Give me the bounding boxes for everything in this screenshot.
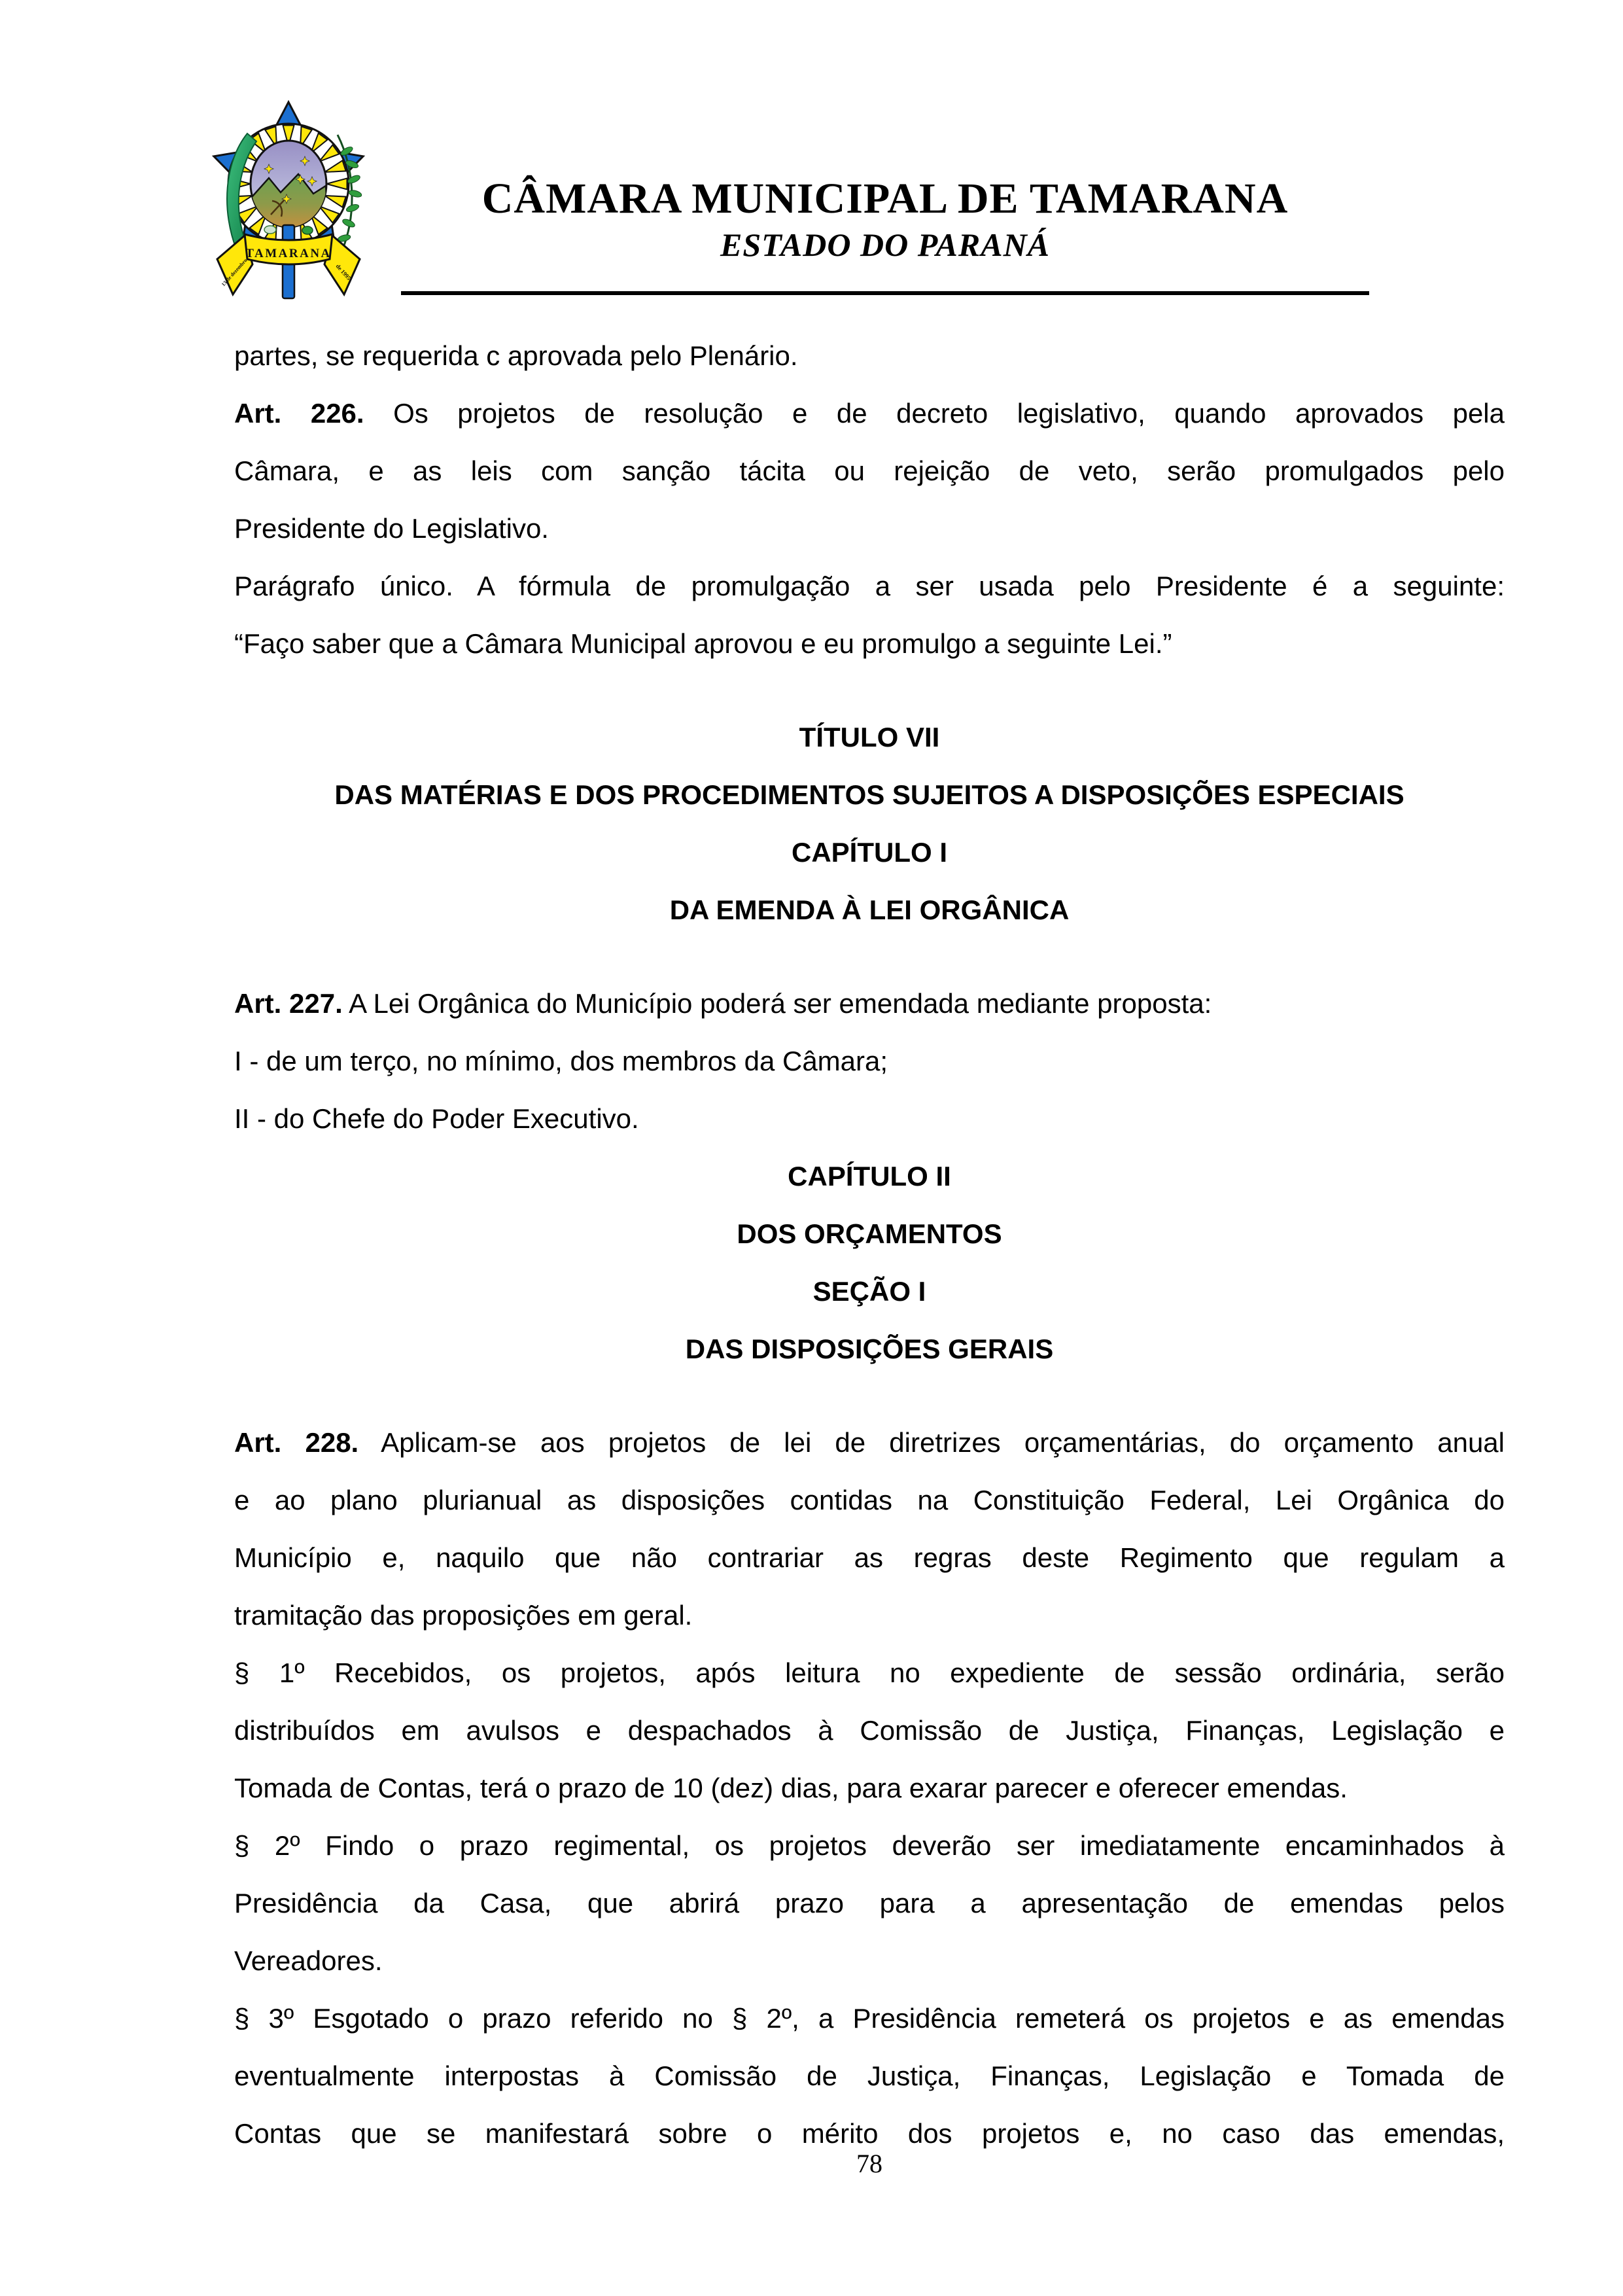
line-text: TÍTULO VII <box>799 722 940 752</box>
line-text: distribuídos em avulsos e despachados à Comissão de Justiça, Finanças, Legislação e <box>234 1715 1505 1746</box>
line-text: I - de um terço, no mínimo, dos membros da Câmara; <box>234 1046 888 1076</box>
line-text: partes, se requerida c aprovada pelo Plenário. <box>234 340 798 371</box>
text-line <box>234 1759 1505 1817</box>
text-line <box>234 1644 1505 1702</box>
line-text: Câmara, e as leis com sanção tácita ou rejeição de veto, serão promulgados pelo <box>234 455 1505 486</box>
banner-date-left: 13 de dezembro <box>220 257 249 288</box>
article-number: Art. 227. <box>234 988 343 1019</box>
text-line <box>234 975 1505 1033</box>
line-text: Presidência da Casa, que abrirá prazo para a apresentação de emendas pelos <box>234 1888 1505 1918</box>
document-body <box>234 327 1505 2163</box>
text-line <box>234 615 1505 673</box>
line-text: § 2º Findo o prazo regimental, os projetos deverão ser imediatamente encaminhados à <box>234 1830 1505 1861</box>
line-text: § 1º Recebidos, os projetos, após leitura no expediente de sessão ordinária, serão <box>234 1657 1505 1688</box>
article-number: Art. 226. <box>234 398 364 429</box>
article-number: Art. 228. <box>234 1427 359 1458</box>
line-text: DAS MATÉRIAS E DOS PROCEDIMENTOS SUJEITOS A DISPOSIÇÕES ESPECIAIS <box>334 779 1405 810</box>
text-line <box>234 1090 1505 1148</box>
text-line <box>234 2047 1505 2105</box>
line-text: Presidente do Legislativo. <box>234 513 549 544</box>
document-footer <box>234 2148 1505 2180</box>
line-text: tramitação das proposições em geral. <box>234 1600 693 1631</box>
right-sprig <box>302 226 313 234</box>
line-text: “Faço saber que a Câmara Municipal aprovou e eu promulgo a seguinte Lei.” <box>234 628 1172 659</box>
section-heading <box>234 1148 1505 1205</box>
line-text: DA EMENDA À LEI ORGÂNICA <box>669 894 1070 925</box>
text-line <box>234 442 1505 500</box>
text-line <box>234 1529 1505 1587</box>
section-heading <box>234 824 1505 881</box>
text-line <box>234 385 1505 442</box>
section-heading <box>234 709 1505 766</box>
line-text: II - do Chefe do Poder Executivo. <box>234 1103 639 1134</box>
banner-date-right: de 1995 <box>334 262 353 282</box>
header-subtitle: ESTADO DO PARANÁ <box>720 226 1051 263</box>
left-sprig <box>264 226 276 234</box>
text-line <box>234 1587 1505 1644</box>
text-line <box>234 500 1505 557</box>
line-text: § 3º Esgotado o prazo referido no § 2º, a Presidência remeterá os projetos e as emendas <box>234 2003 1505 2034</box>
header-text-block <box>401 175 1369 263</box>
section-heading <box>234 881 1505 939</box>
coat-of-arms-logo <box>207 96 370 311</box>
section-heading <box>234 1205 1505 1263</box>
line-text: Parágrafo único. A fórmula de promulgação a ser usada pelo Presidente é a seguinte: <box>234 571 1505 601</box>
section-heading <box>234 1320 1505 1378</box>
section-heading <box>234 766 1505 824</box>
line-text: Os projetos de resolução e de decreto legislativo, quando aprovados pela <box>364 398 1505 429</box>
text-line <box>234 1817 1505 1875</box>
line-text: eventualmente interpostas à Comissão de Justiça, Finanças, Legislação e Tomada de <box>234 2060 1505 2091</box>
text-line <box>234 1472 1505 1529</box>
line-text: DAS DISPOSIÇÕES GERAIS <box>685 1333 1054 1364</box>
line-text: SEÇÃO I <box>812 1276 926 1307</box>
line-text: Aplicam-se aos projetos de lei de diretrizes orçamentárias, do orçamento anual <box>358 1427 1505 1458</box>
text-line <box>234 1414 1505 1472</box>
banner-text: TAMARANA <box>245 247 332 260</box>
line-text: e ao plano plurianual as disposições contidas na Constituição Federal, Lei Orgânica do <box>234 1485 1505 1515</box>
header-title: CÂMARA MUNICIPAL DE TAMARANA <box>481 175 1289 222</box>
line-text: A Lei Orgânica do Município poderá ser emendada mediante proposta: <box>342 988 1212 1019</box>
text-line <box>234 1875 1505 1932</box>
line-text: CAPÍTULO II <box>788 1161 951 1192</box>
text-line <box>234 1702 1505 1759</box>
line-text: Município e, naquilo que não contrariar as regras deste Regimento que regulam a <box>234 1542 1505 1573</box>
line-text: Vereadores. <box>234 1945 383 1976</box>
text-line <box>234 327 1505 385</box>
line-text: Tomada de Contas, terá o prazo de 10 (dez) dias, para exarar parecer e oferecer emendas. <box>234 1773 1348 1803</box>
text-line <box>234 1932 1505 1990</box>
text-line <box>234 557 1505 615</box>
text-line <box>234 1990 1505 2047</box>
page-number: 78 <box>856 2149 882 2178</box>
section-heading <box>234 1263 1505 1320</box>
line-text: CAPÍTULO I <box>792 837 947 868</box>
line-text: DOS ORÇAMENTOS <box>737 1218 1002 1249</box>
line-text: Contas que se manifestará sobre o mérito dos projetos e, no caso das emendas, <box>234 2118 1505 2149</box>
text-line <box>234 1033 1505 1090</box>
header-divider <box>401 291 1369 295</box>
